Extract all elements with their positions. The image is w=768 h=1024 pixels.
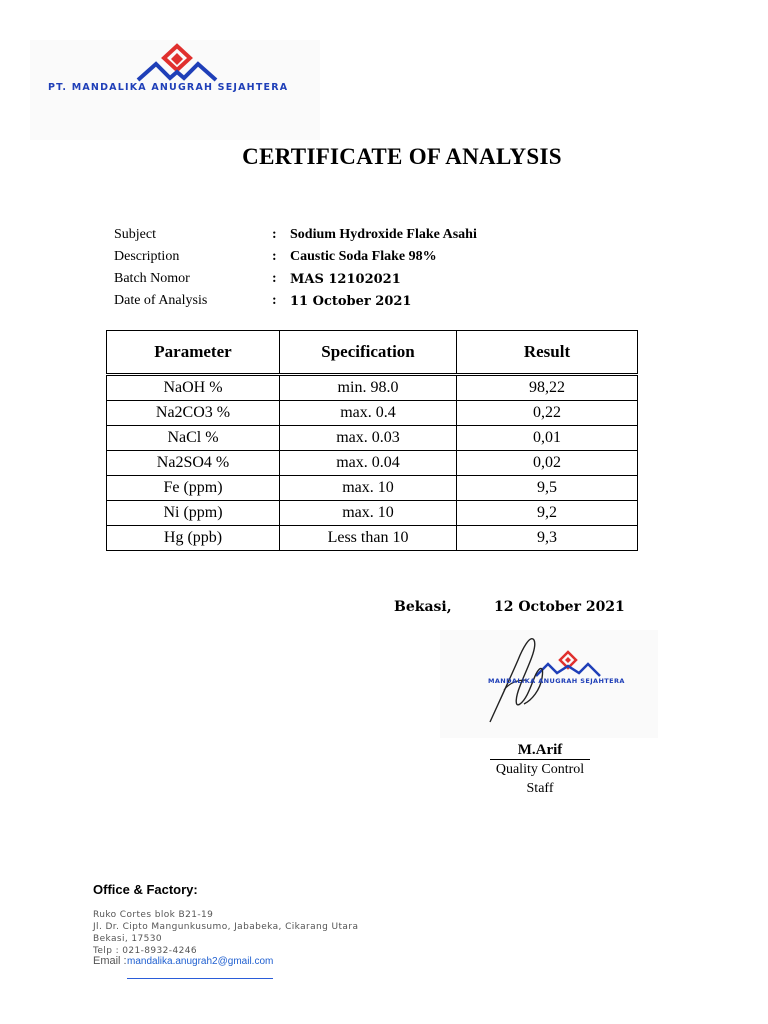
table-cell: max. 0.04 xyxy=(280,451,457,476)
info-value: Sodium Hydroxide Flake Asahi xyxy=(290,227,477,242)
address-line: Telp : 021-8932-4246 xyxy=(93,946,197,956)
info-label: Date of Analysis xyxy=(114,293,208,308)
table-cell: 9,5 xyxy=(457,476,638,501)
email-label: Email : xyxy=(93,955,127,967)
column-header-parameter: Parameter xyxy=(107,331,280,375)
table-cell: max. 0.4 xyxy=(280,401,457,426)
office-heading: Office & Factory: xyxy=(93,882,198,897)
email-underline xyxy=(127,978,273,979)
table-cell: 98,22 xyxy=(457,375,638,401)
table-cell: max. 0.03 xyxy=(280,426,457,451)
document-title: CERTIFICATE OF ANALYSIS xyxy=(242,144,562,169)
table-row xyxy=(107,501,638,526)
table-row xyxy=(107,401,638,426)
table-cell: 0,02 xyxy=(457,451,638,476)
table-cell: max. 10 xyxy=(280,501,457,526)
signature-date: 12 October 2021 xyxy=(494,599,625,615)
info-row-batch xyxy=(114,268,477,290)
info-label: Batch Nomor xyxy=(114,271,190,286)
info-value: 11 October 2021 xyxy=(290,293,412,309)
info-row-description xyxy=(114,246,477,268)
info-colon: : xyxy=(272,271,277,286)
signer-role-line1: Quality Control xyxy=(495,762,585,777)
stamp-text: MANDALIKA ANUGRAH SEJAHTERA xyxy=(488,677,625,685)
table-cell: 0,22 xyxy=(457,401,638,426)
table-row xyxy=(107,526,638,551)
info-block xyxy=(114,224,477,312)
signature-place: Bekasi, xyxy=(394,599,452,615)
info-colon: : xyxy=(272,293,277,308)
info-row-date xyxy=(114,290,477,312)
table-cell: Hg (ppb) xyxy=(107,526,280,551)
table-cell: Na2CO3 % xyxy=(107,401,280,426)
info-value: Caustic Soda Flake 98% xyxy=(290,249,437,264)
column-header-result: Result xyxy=(457,331,638,375)
analysis-table xyxy=(106,330,638,551)
info-label: Description xyxy=(114,249,180,264)
table-row xyxy=(107,451,638,476)
info-row-subject xyxy=(114,224,477,246)
table-cell: 9,2 xyxy=(457,501,638,526)
table-cell: 0,01 xyxy=(457,426,638,451)
table-cell: min. 98.0 xyxy=(280,375,457,401)
info-value: MAS 12102021 xyxy=(290,271,401,287)
column-header-specification: Specification xyxy=(280,331,457,375)
table-cell: NaCl % xyxy=(107,426,280,451)
info-label: Subject xyxy=(114,227,156,242)
table-cell: Less than 10 xyxy=(280,526,457,551)
company-name: PT. MANDALIKA ANUGRAH SEJAHTERA xyxy=(48,82,289,93)
email-link[interactable]: mandalika.anugrah2@gmail.com xyxy=(127,956,274,967)
table-header-row xyxy=(107,331,638,375)
info-colon: : xyxy=(272,227,277,242)
table-cell: Ni (ppm) xyxy=(107,501,280,526)
table-cell: 9,3 xyxy=(457,526,638,551)
info-colon: : xyxy=(272,249,277,264)
table-cell: NaOH % xyxy=(107,375,280,401)
table-cell: max. 10 xyxy=(280,476,457,501)
company-logo-icon xyxy=(132,42,222,84)
table-cell: Fe (ppm) xyxy=(107,476,280,501)
address-line: Jl. Dr. Cipto Mangunkusumo, Jababeka, Cikarang Utara xyxy=(93,922,359,932)
signer-name: M.Arif xyxy=(490,741,590,760)
table-cell: Na2SO4 % xyxy=(107,451,280,476)
address-line: Bekasi, 17530 xyxy=(93,934,163,944)
table-row xyxy=(107,426,638,451)
table-row xyxy=(107,375,638,401)
signer-role-line2: Staff xyxy=(526,781,554,796)
table-row xyxy=(107,476,638,501)
address-line: Ruko Cortes blok B21-19 xyxy=(93,910,214,920)
